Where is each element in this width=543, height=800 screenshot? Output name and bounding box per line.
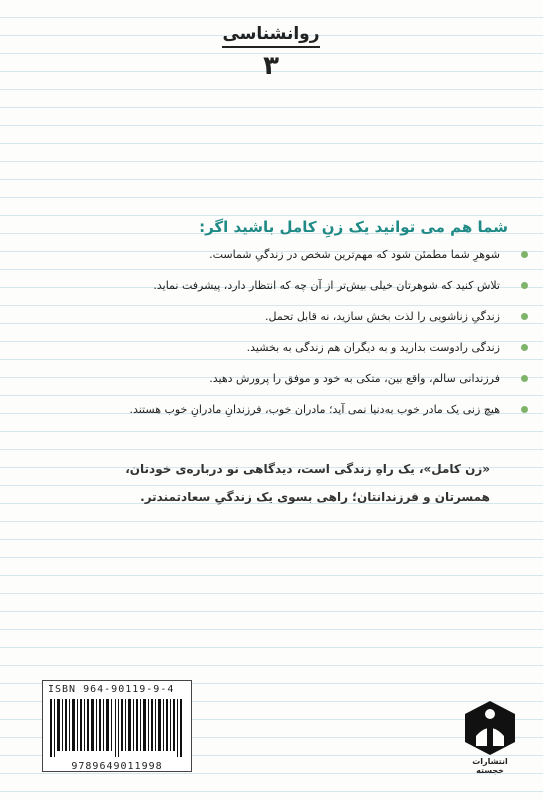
quote-line-2: همسرتان و فرزندانتان؛ راهی بسوی یک زندگیِ سعادتمندتر.	[140, 490, 490, 504]
bullet-dot-icon	[521, 313, 528, 320]
isbn-text: ISBN 964-90119-9-4	[48, 684, 175, 695]
bullet-dot-icon	[521, 251, 528, 258]
bullet-list	[0, 248, 500, 434]
barcode-icon	[48, 699, 186, 757]
summary-quote	[0, 462, 490, 504]
publisher-logo	[458, 700, 522, 775]
bullet-dot-icon	[521, 282, 528, 289]
bullet-dot-icon	[521, 375, 528, 382]
list-item: شوهرِ شما مطمئن شود که مهم‌ترین شخص در زندگیِ شماست.	[0, 248, 500, 279]
list-item: تلاش کنید که شوهرتان خیلی بیش‌تر از آن چه که انتظار دارد، پیشرفت نماید.	[0, 279, 500, 310]
series-title: روانشناسی	[222, 24, 320, 44]
series-header	[222, 24, 320, 80]
list-item: فرزندانی سالم، واقع بین، متکی به خود و موفق را پرورش دهید.	[0, 372, 500, 403]
list-item: زندگی رادوست بدارید و به دیگران هم زندگی به بخشید.	[0, 341, 500, 372]
publisher-emblem-icon	[464, 700, 516, 756]
bullet-dot-icon	[521, 406, 528, 413]
barcode-box	[42, 680, 192, 772]
bullet-dot-icon	[521, 344, 528, 351]
headline: شما هم می توانید یک زنِ کامل باشید اگر:	[199, 218, 508, 236]
quote-line-1: «زن کامل»، یک راهِ زندگی است، دیدگاهی نو درباره‌ی خودتان،	[125, 462, 490, 476]
series-number: ۳	[263, 51, 279, 81]
ean-number: 9789649011998	[71, 761, 163, 772]
list-item: زندگیِ زناشویی را لذت بخش سازید، نه قابل تحمل.	[0, 310, 500, 341]
publisher-name: انتشارات خجسته	[472, 757, 508, 775]
series-divider	[222, 46, 320, 48]
list-item: هیچ زنی یک مادر خوب به‌دنیا نمی آید؛ مادران خوب، فرزندانِ مادرانِ خوب هستند.	[0, 403, 500, 434]
